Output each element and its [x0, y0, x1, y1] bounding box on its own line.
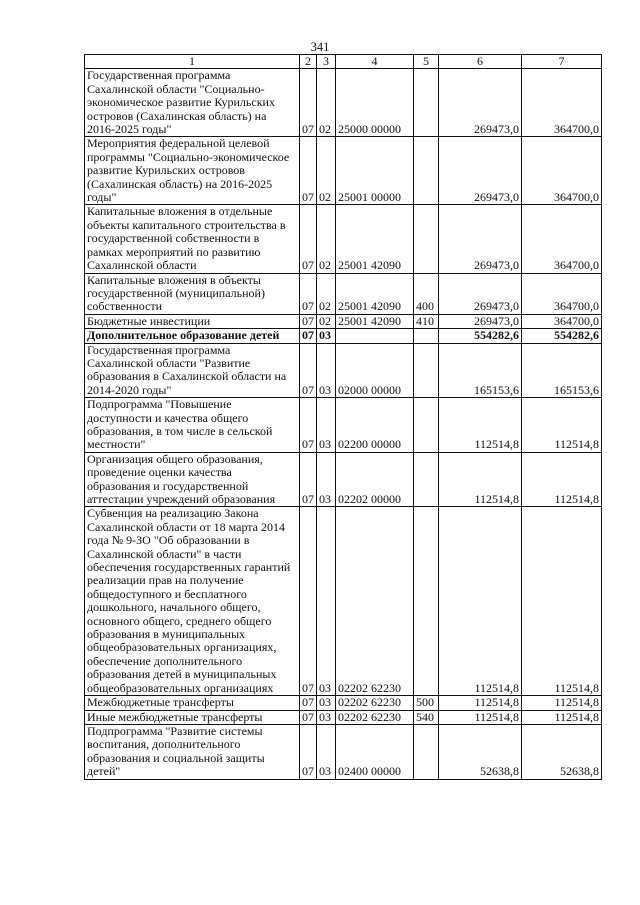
section-code: 07 — [300, 398, 317, 453]
target-article-code: 25000 00000 — [336, 69, 414, 137]
row-name: Капитальные вложения в объекты государственной (муниципальной) собственности — [85, 273, 300, 314]
amount-col7: 364700,0 — [522, 69, 602, 137]
header-row — [85, 55, 602, 69]
table-row — [85, 69, 602, 137]
row-name: Дополнительное образование детей — [85, 329, 300, 343]
table-row — [85, 273, 602, 314]
table-row — [85, 137, 602, 205]
amount-col7: 554282,6 — [522, 329, 602, 343]
amount-col7: 364700,0 — [522, 273, 602, 314]
subsection-code: 03 — [317, 724, 336, 779]
expense-type-code — [414, 452, 439, 507]
section-code: 07 — [300, 696, 317, 710]
amount-col6: 52638,8 — [439, 724, 522, 779]
target-article-code: 02202 62230 — [336, 710, 414, 724]
page-number: 341 — [310, 40, 330, 54]
subsection-code: 02 — [317, 314, 336, 328]
expense-type-code: 540 — [414, 710, 439, 724]
amount-col6: 112514,8 — [439, 696, 522, 710]
section-code: 07 — [300, 69, 317, 137]
row-name: Субвенция на реализацию Закона Сахалинской области от 18 марта 2014 года № 9-ЗО "Об образовании в Сахалинской области" в части обеспечения государственных гарантий реализации прав на получение общедоступного и бесплатного дошкольного, начального общего, основного общего, среднего общего образования в муниципальных общеобразовательных организациях, обеспечение дополнительного образования детей в муниципальных общеобразовательных организациях — [85, 507, 300, 696]
table-row — [85, 696, 602, 710]
target-article-code: 02200 00000 — [336, 398, 414, 453]
row-name: Подпрограмма "Развитие системы воспитания, дополнительного образования и социальной защиты детей" — [85, 724, 300, 779]
row-name: Государственная программа Сахалинской области "Развитие образования в Сахалинской области на 2014-2020 годы" — [85, 343, 300, 398]
column-header: 3 — [317, 55, 336, 69]
target-article-code: 25001 42090 — [336, 314, 414, 328]
subsection-code: 02 — [317, 205, 336, 273]
subsection-code: 03 — [317, 507, 336, 696]
section-code: 07 — [300, 205, 317, 273]
amount-col7: 112514,8 — [522, 452, 602, 507]
subsection-code: 03 — [317, 329, 336, 343]
expense-type-code — [414, 137, 439, 205]
table-row — [85, 314, 602, 328]
section-code: 07 — [300, 137, 317, 205]
amount-col7: 112514,8 — [522, 710, 602, 724]
table-row — [85, 452, 602, 507]
subsection-code: 03 — [317, 710, 336, 724]
row-name: Капитальные вложения в отдельные объекты капитального строительства в государственной собственности в рамках мероприятий по развитию Сахалинской области — [85, 205, 300, 273]
table-row — [85, 205, 602, 273]
table-row — [85, 343, 602, 398]
expense-type-code — [414, 69, 439, 137]
expense-type-code: 500 — [414, 696, 439, 710]
section-code: 07 — [300, 314, 317, 328]
subsection-code: 02 — [317, 273, 336, 314]
column-header: 2 — [300, 55, 317, 69]
table-row — [85, 724, 602, 779]
amount-col6: 112514,8 — [439, 452, 522, 507]
table-row — [85, 507, 602, 696]
expense-type-code: 410 — [414, 314, 439, 328]
column-header: 4 — [336, 55, 414, 69]
column-header: 6 — [439, 55, 522, 69]
table-row — [85, 329, 602, 343]
column-header: 1 — [85, 55, 300, 69]
table-row — [85, 398, 602, 453]
amount-col6: 269473,0 — [439, 273, 522, 314]
row-name: Организация общего образования, проведение оценки качества образования и государственной аттестации учреждений образования — [85, 452, 300, 507]
section-code: 07 — [300, 329, 317, 343]
subsection-code: 03 — [317, 696, 336, 710]
target-article-code: 25001 00000 — [336, 137, 414, 205]
target-article-code — [336, 329, 414, 343]
amount-col6: 269473,0 — [439, 314, 522, 328]
amount-col7: 364700,0 — [522, 314, 602, 328]
expense-type-code — [414, 507, 439, 696]
row-name: Межбюджетные трансферты — [85, 696, 300, 710]
subsection-code: 02 — [317, 69, 336, 137]
amount-col7: 165153,6 — [522, 343, 602, 398]
target-article-code: 02000 00000 — [336, 343, 414, 398]
amount-col7: 364700,0 — [522, 137, 602, 205]
amount-col6: 165153,6 — [439, 343, 522, 398]
amount-col7: 112514,8 — [522, 696, 602, 710]
target-article-code: 02202 62230 — [336, 507, 414, 696]
budget-table — [84, 54, 602, 780]
expense-type-code — [414, 398, 439, 453]
target-article-code: 25001 42090 — [336, 273, 414, 314]
expense-type-code — [414, 329, 439, 343]
section-code: 07 — [300, 343, 317, 398]
amount-col6: 554282,6 — [439, 329, 522, 343]
amount-col7: 112514,8 — [522, 398, 602, 453]
table-row — [85, 710, 602, 724]
amount-col7: 52638,8 — [522, 724, 602, 779]
target-article-code: 02202 00000 — [336, 452, 414, 507]
section-code: 07 — [300, 507, 317, 696]
expense-type-code — [414, 724, 439, 779]
expense-type-code — [414, 205, 439, 273]
column-header: 5 — [414, 55, 439, 69]
subsection-code: 03 — [317, 343, 336, 398]
subsection-code: 02 — [317, 137, 336, 205]
amount-col6: 269473,0 — [439, 205, 522, 273]
row-name: Бюджетные инвестиции — [85, 314, 300, 328]
target-article-code: 02202 62230 — [336, 696, 414, 710]
amount-col6: 112514,8 — [439, 398, 522, 453]
target-article-code: 02400 00000 — [336, 724, 414, 779]
row-name: Государственная программа Сахалинской области "Социально-экономическое развитие Курильских островов (Сахалинская область) на 2016-2025 годы" — [85, 69, 300, 137]
amount-col6: 269473,0 — [439, 137, 522, 205]
row-name: Иные межбюджетные трансферты — [85, 710, 300, 724]
subsection-code: 03 — [317, 452, 336, 507]
subsection-code: 03 — [317, 398, 336, 453]
amount-col7: 112514,8 — [522, 507, 602, 696]
section-code: 07 — [300, 273, 317, 314]
expense-type-code: 400 — [414, 273, 439, 314]
row-name: Мероприятия федеральной целевой программы "Социально-экономическое развитие Курильских островов (Сахалинская область) на 2016-2025 годы" — [85, 137, 300, 205]
amount-col6: 112514,8 — [439, 710, 522, 724]
amount-col6: 112514,8 — [439, 507, 522, 696]
expense-type-code — [414, 343, 439, 398]
section-code: 07 — [300, 724, 317, 779]
amount-col7: 364700,0 — [522, 205, 602, 273]
row-name: Подпрограмма "Повышение доступности и качества общего образования, в том числе в сельской местности" — [85, 398, 300, 453]
section-code: 07 — [300, 452, 317, 507]
column-header: 7 — [522, 55, 602, 69]
amount-col6: 269473,0 — [439, 69, 522, 137]
section-code: 07 — [300, 710, 317, 724]
target-article-code: 25001 42090 — [336, 205, 414, 273]
